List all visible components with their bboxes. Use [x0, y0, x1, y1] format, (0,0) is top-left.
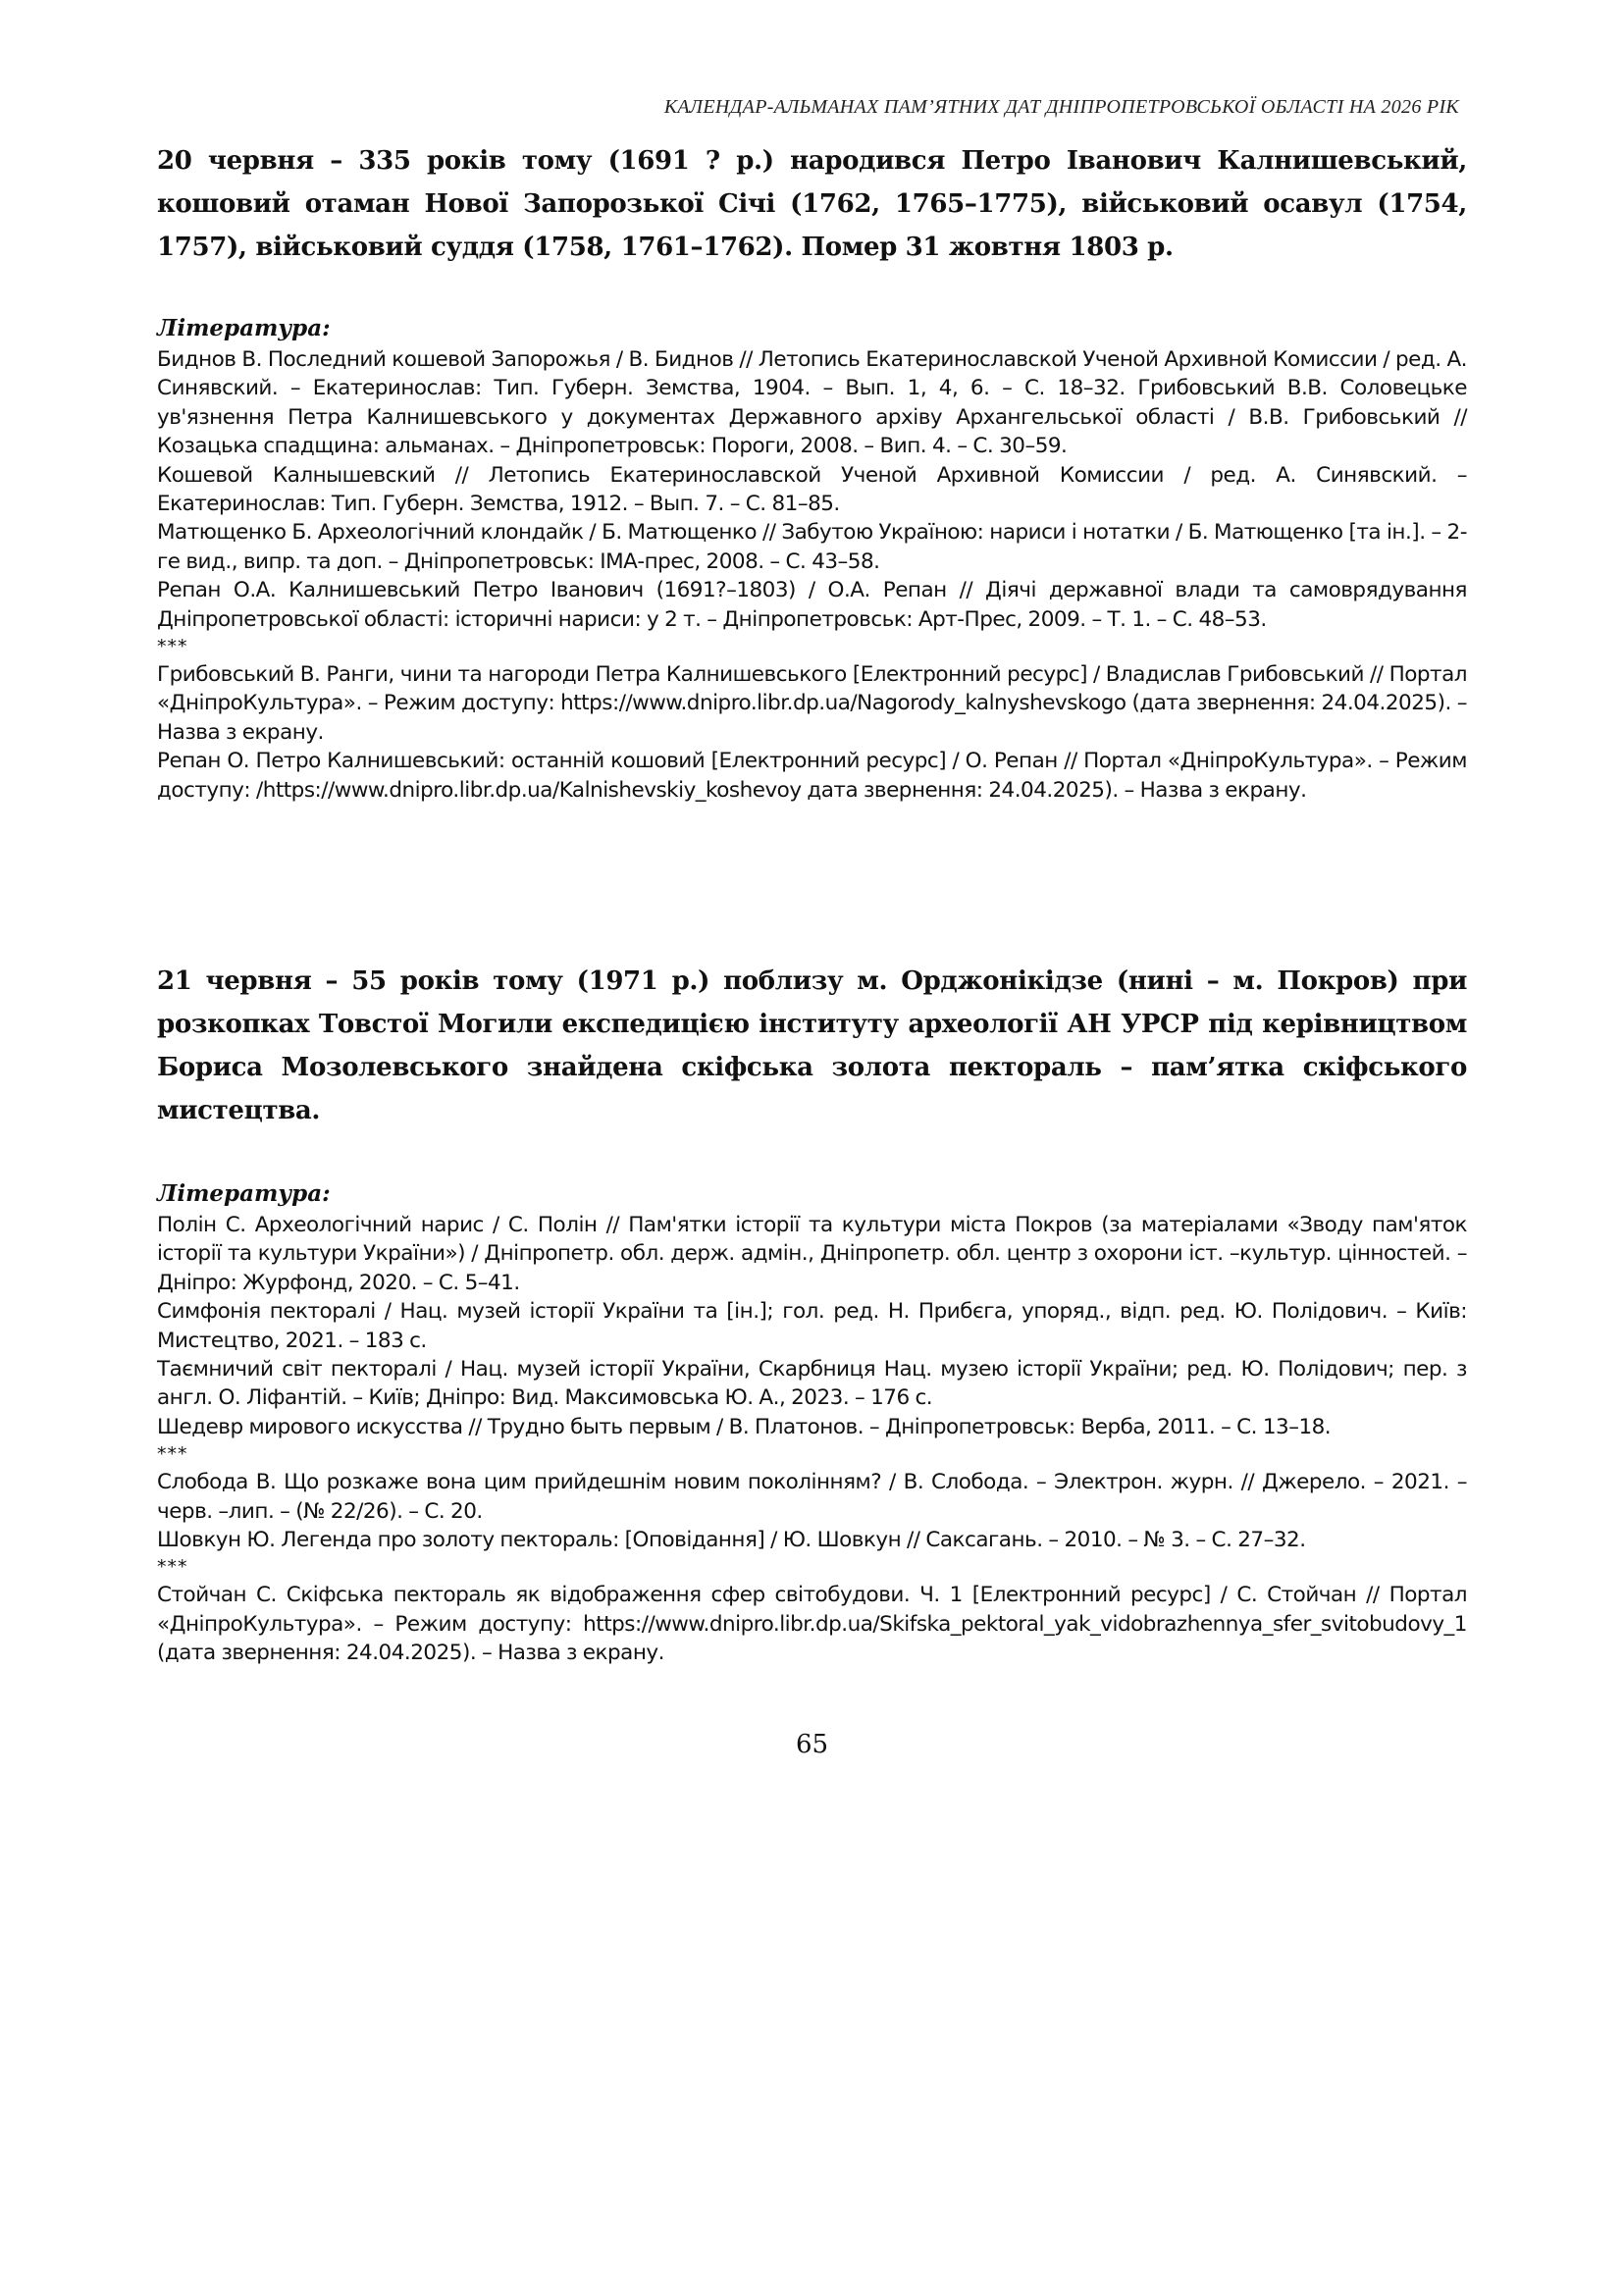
- literature-entry: Биднов В. Последний кошевой Запорожья / В. Биднов // Летопись Екатеринославской Ученой Архивной Комиссии / ред. А. Синявский. – Екатеринослав: Тип. Губерн. Земства, 1904. – Вып. 1, 4, 6. – С. 18–32. Грибовський В.В. Соловецьке ув'язнення Петра Калнишевського у документах Державного архіву Архангельської області / В.В. Грибовський // Козацька спадщина: альманах. – Дніпропетровськ: Пороги, 2008. – Вип. 4. – С. 30–59.: [157, 347, 1467, 459]
- section-separator: ***: [157, 636, 188, 658]
- literature-entry: Шедевр мирового искусства // Трудно быть первым / В. Платонов. – Дніпропетровськ: Верба, 2011. – С. 13–18.: [157, 1414, 1332, 1439]
- literature-list: [157, 345, 1467, 805]
- event-section: [157, 960, 1467, 1668]
- event-section: [157, 139, 1467, 805]
- event-heading: 20 червня – 335 років тому (1691 ? р.) народився Петро Іванович Калнишевський, кошовий отаман Нової Запорозької Січі (1762, 1765–1775), військовий осавул (1754, 1757), військовий суддя (1758, 1761–1762). Помер 31 жовтня 1803 р.: [157, 146, 1467, 262]
- literature-list: [157, 1211, 1467, 1668]
- event-heading: 21 червня – 55 років тому (1971 р.) поблизу м. Орджонікідзе (нині – м. Покров) при розкопках Товстої Могили експедицією інституту археології АН УРСР під керівництвом Бориса Мозолевського знайдена скіфська золота пектораль – пам’ятка скіфського мистецтва.: [157, 966, 1467, 1125]
- page-number: 65: [795, 1730, 829, 1759]
- literature-entry: Шовкун Ю. Легенда про золоту пектораль: [Оповідання] / Ю. Шовкун // Саксагань. – 2010. – № 3. – С. 27–32.: [157, 1528, 1306, 1553]
- literature-entry: Полін С. Археологічний нарис / С. Полін // Пам'ятки історії та культури міста Покров (за матеріалами «Зводу пам'яток історії та культури України») / Дніпропетр. обл. держ. адмін., Дніпропетр. обл. центр з охорони іст. –культур. цінностей. – Дніпро: Журфонд, 2020. – С. 5–41.: [157, 1213, 1467, 1295]
- running-header: КАЛЕНДАР-АЛЬМАНАХ ПАМ’ЯТНИХ ДАТ ДНІПРОПЕТРОВСЬКОЇ ОБЛАСТІ НА 2026 РІК: [663, 96, 1459, 118]
- literature-heading: Література:: [157, 315, 331, 341]
- literature-heading: Література:: [157, 1180, 331, 1207]
- literature-entry: Репан О.А. Калнишевський Петро Іванович (1691?–1803) / О.А. Репан // Діячі державної влади та самоврядування Дніпропетровської області: історичні нариси: у 2 т. – Дніпропетровськ: Арт-Прес, 2009. – Т. 1. – С. 48–53.: [157, 578, 1467, 632]
- literature-entry: Грибовський В. Ранги, чини та нагороди Петра Калнишевського [Електронний ресурс] / Владислав Грибовський // Портал «ДніпроКультура». – Режим доступу: https://www.dnipro.libr.dp.ua/Nagorody_kalnyshevskogo (дата звернення: 24.04.2025). – Назва з екрану.: [157, 662, 1467, 745]
- literature-entry: Матющенко Б. Археологічний клондайк / Б. Матющенко // Забутою Україною: нариси і нотатки / Б. Матющенко [та ін.]. – 2-ге вид., випр. та доп. – Дніпропетровськ: ІМА-прес, 2008. – С. 43–58.: [157, 520, 1467, 574]
- literature-entry: Стойчан С. Скіфська пектораль як відображення сфер світобудови. Ч. 1 [Електронний ресурс] / С. Стойчан // Портал «ДніпроКультура». – Режим доступу: https://www.dnipro.libr.dp.ua/Skifska_pektoral_yak_vidobrazhennya_sfer_svitobudovy_1 (дата звернення: 24.04.2025). – Назва з екрану.: [157, 1583, 1467, 1666]
- section-separator: ***: [157, 1443, 188, 1466]
- literature-entry: Таємничий світ пекторалі / Нац. музей історії України, Скарбниця Нац. музею історії України; ред. Ю. Полідович; пер. з англ. О. Ліфантій. – Київ; Дніпро: Вид. Максимовська Ю. А., 2023. – 176 с.: [157, 1357, 1467, 1411]
- literature-entry: Слобода В. Що розкаже вона цим прийдешнім новим поколінням? / В. Слобода. – Электрон. журн. // Джерело. – 2021. – черв. –лип. – (№ 22/26). – С. 20.: [157, 1470, 1467, 1524]
- section-separator: ***: [157, 1556, 188, 1579]
- literature-entry: Репан О. Петро Калнишевський: останній кошовий [Електронний ресурс] / О. Репан // Портал «ДніпроКультура». – Режим доступу: /https://www.dnipro.libr.dp.ua/Kalnishevskiy_koshevoy дата звернення: 24.04.2025). – Назва з екрану.: [157, 749, 1467, 803]
- literature-entry: Симфонія пекторалі / Нац. музей історії України та [ін.]; гол. ред. Н. Прибєга, упоряд., відп. ред. Ю. Полідович. – Київ: Мистецтво, 2021. – 183 с.: [157, 1299, 1467, 1353]
- literature-entry: Кошевой Калнышевский // Летопись Екатеринославской Ученой Архивной Комиссии / ред. А. Синявский. – Екатеринослав: Тип. Губерн. Земства, 1912. – Вып. 7. – С. 81–85.: [157, 462, 1467, 517]
